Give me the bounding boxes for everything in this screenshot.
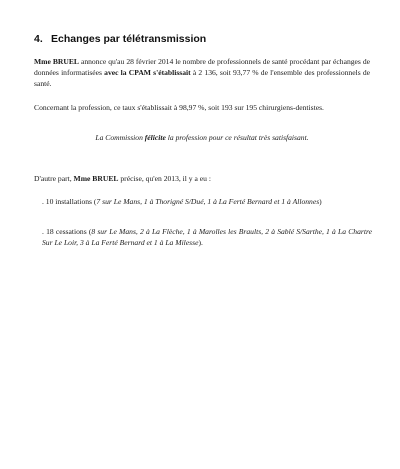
- list-item-tail: ).: [198, 238, 203, 248]
- list-item-tail: ): [319, 197, 322, 206]
- paragraph-profession-rate: Concernant la profession, ce taux s'établissait à 98,97 %, soit 193 sur 195 chirurgiens-dentistes.: [34, 103, 324, 112]
- list-item-detail: 8 sur Le Mans, 2 à La Flèche, 1 à Marolles les Braults, 2 à Sablé S/Sarthe, 1 à La Chartre Sur Le Loir, 3 à La Ferté Bernard et 1 à La Milesse: [42, 227, 372, 248]
- paragraph-text: précise, qu'en 2013, il y a eu :: [118, 174, 211, 183]
- speaker-name: Mme BRUEL: [73, 174, 119, 183]
- section-heading: [34, 33, 206, 45]
- emphasis-text: félicite: [144, 133, 166, 142]
- paragraph-text: à 2 136, soit 93,77 % de l'ensemble des professionnels de santé.: [34, 68, 370, 89]
- paragraph-telemission-count: [34, 56, 370, 90]
- emphasis-text: avec la CPAM s'établissait: [104, 68, 191, 78]
- list-item-detail: 7 sur Le Mans, 1 à Thorigné S/Dué, 1 à La Ferté Bernard et 1 à Allonnes: [96, 197, 320, 206]
- section-number: 4.: [34, 33, 43, 45]
- paragraph-text: La Commission: [95, 133, 145, 142]
- paragraph-text: D'autre part,: [34, 174, 74, 183]
- paragraph-commission: [34, 132, 370, 143]
- list-item-installations: [42, 196, 372, 207]
- section-title: Echanges par télétransmission: [51, 33, 207, 45]
- paragraph-text: annonce qu'au 28 février 2014 le nombre de professionnels de santé procédant par échanges de données informatisées: [34, 57, 370, 78]
- list-item-cessations: [42, 226, 372, 248]
- paragraph-intro-2013: [34, 173, 370, 184]
- speaker-name: Mme BRUEL: [34, 57, 79, 66]
- list-item-lead: . 10 installations (: [42, 197, 97, 206]
- paragraph-text: la profession pour ce résultat très satisfaisant.: [165, 133, 309, 142]
- list-item-lead: . 18 cessations (: [42, 227, 92, 236]
